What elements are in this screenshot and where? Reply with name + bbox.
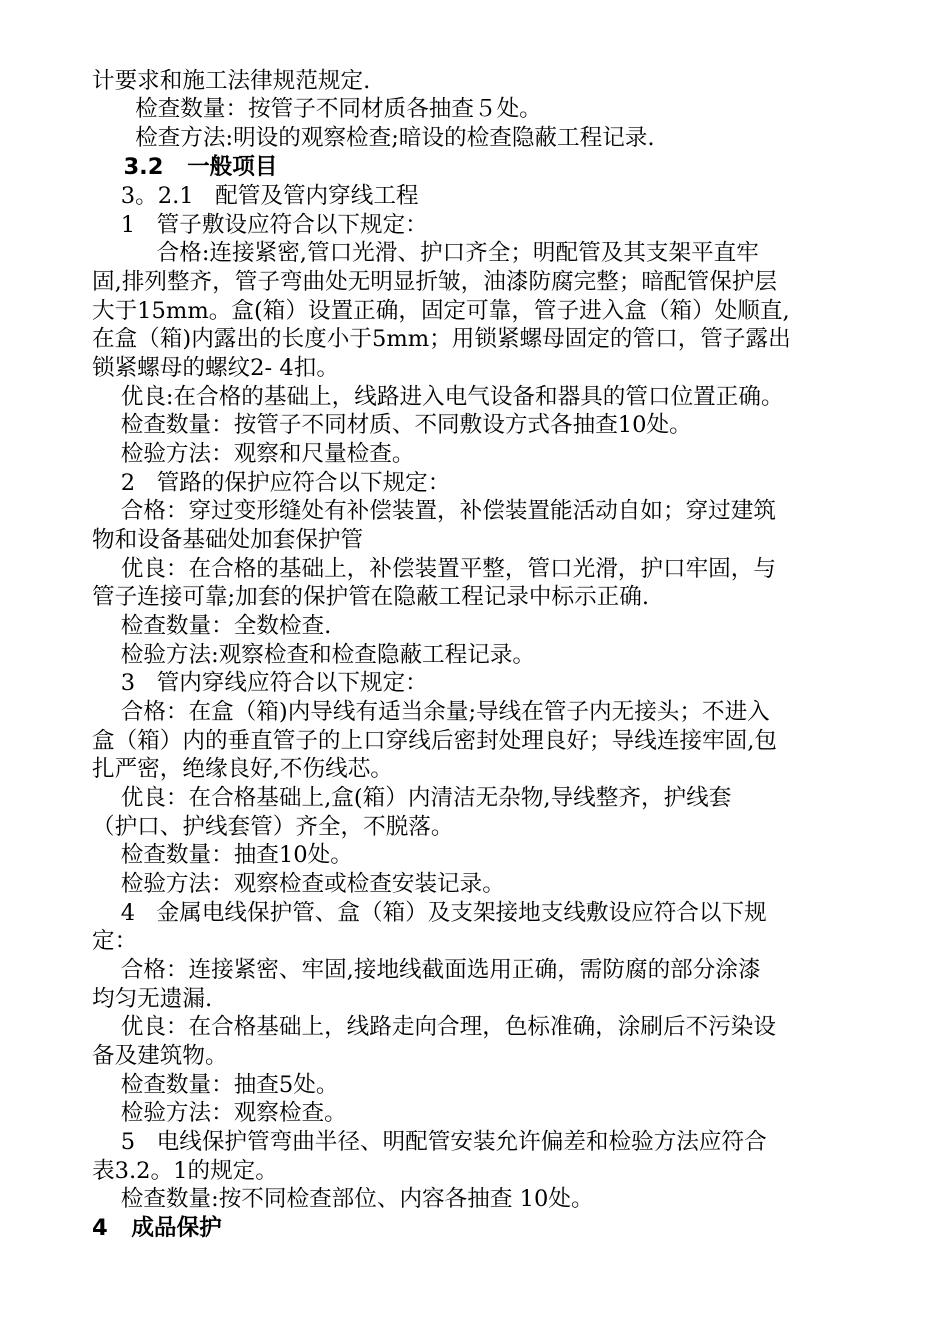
text-line: 1 管子敷设应符合以下规定：	[92, 212, 428, 238]
text-line: 管子连接可靠;加套的保护管在隐蔽工程记录中标示正确.	[92, 584, 650, 610]
text-line: 盒（箱）内的垂直管子的上口穿线后密封处理良好；导线连接牢固,包	[92, 728, 777, 754]
text-line: 3 管内穿线应符合以下规定：	[92, 670, 428, 696]
text-line: 优良：在合格基础上,盒(箱）内清洁无杂物,导线整齐，护线套	[92, 785, 732, 811]
text-line: 检查数量：全数检查.	[92, 613, 332, 639]
text-line: 固,排列整齐，管子弯曲处无明显折皱，油漆防腐完整；暗配管保护层	[92, 269, 777, 295]
text-line: 均匀无遗漏.	[92, 986, 213, 1012]
text-line: 计要求和施工法律规范规定.	[92, 68, 371, 94]
text-line: 检验方法：观察检查。	[92, 1100, 347, 1126]
section-heading: 3.2 一般项目	[92, 154, 278, 180]
subsection-heading: 3。2.1 配管及管内穿线工程	[92, 183, 419, 209]
text-line: 检验方法:观察检查和检查隐蔽工程记录。	[92, 642, 536, 668]
text-line: 优良：在合格的基础上，补偿装置平整，管口光滑，护口牢固，与	[92, 556, 776, 582]
text-line: 检查数量：抽查5处。	[92, 1072, 339, 1098]
text-line: 扎严密，绝缘良好,不伤线芯。	[92, 756, 393, 782]
text-line: 合格:连接紧密,管口光滑、护口齐全；明配管及其支架平直牢	[92, 240, 759, 266]
text-line: 合格：连接紧密、牢固,接地线截面选用正确，需防腐的部分涂漆	[92, 957, 761, 983]
text-line: 物和设备基础处加套保护管	[92, 527, 364, 553]
text-line: 合格：在盒（箱)内导线有适当余量;导线在管子内无接头；不进入	[92, 699, 770, 725]
text-line: 检查数量：抽查10处。	[92, 842, 353, 868]
text-line: （护口、护线套管）齐全，不脱落。	[92, 814, 454, 840]
text-line: 4 金属电线保护管、盒（箱）及支架接地支线敷设应符合以下规	[92, 900, 767, 926]
text-line: 检查数量：按管子不同材质、不同敷设方式各抽查10处。	[92, 412, 692, 438]
text-line: 5 电线保护管弯曲半径、明配管安装允许偏差和检验方法应符合	[92, 1129, 767, 1155]
text-line: 锁紧螺母的螺纹2- 4扣。	[92, 355, 339, 381]
text-line: 备及建筑物。	[92, 1043, 228, 1069]
text-line: 定：	[92, 928, 138, 954]
text-line: 优良:在合格的基础上，线路进入电气设备和器具的管口位置正确。	[92, 384, 784, 410]
text-line: 大于15mm。盒(箱）设置正确，固定可靠，管子进入盒（箱）处顺直,	[92, 298, 790, 324]
text-line: 优良：在合格基础上，线路走向合理，色标准确，涂刷后不污染设	[92, 1014, 776, 1040]
section-heading: 4 成品保护	[92, 1215, 222, 1241]
text-line: 检验方法：观察检查或检查安装记录。	[92, 871, 505, 897]
text-line: 检验方法：观察和尺量检查。	[92, 441, 415, 467]
text-line: 检查方法:明设的观察检查;暗设的检查隐蔽工程记录.	[92, 125, 655, 151]
text-line: 检查数量:按不同检查部位、内容各抽查 10处。	[92, 1186, 594, 1212]
text-line: 在盒（箱)内露出的长度小于5mm；用锁紧螺母固定的管口，管子露出	[92, 326, 791, 352]
text-line: 表3.2。1的规定。	[92, 1158, 278, 1184]
text-line: 检查数量：按管子不同材质各抽查５处。	[92, 96, 542, 122]
text-line: 合格：穿过变形缝处有补偿装置，补偿装置能活动自如；穿过建筑	[92, 498, 776, 524]
text-line: 2 管路的保护应符合以下规定：	[92, 470, 451, 496]
